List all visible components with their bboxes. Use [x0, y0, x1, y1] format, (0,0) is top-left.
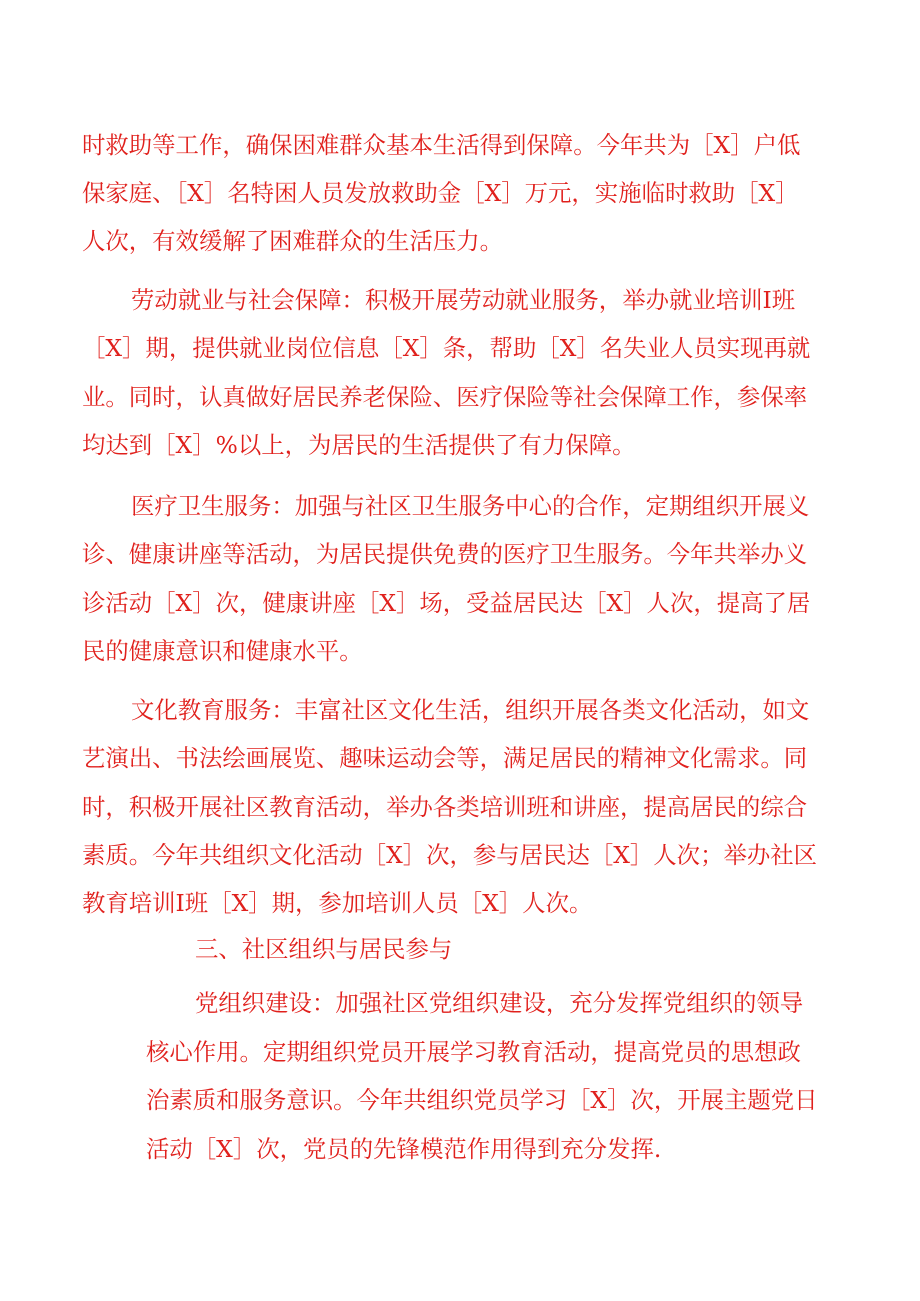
paragraph-1-line-1: 时救助等工作，确保困难群众基本生活得到保障。今年共为［X］户低: [82, 131, 801, 159]
paragraph-3-line-2: 诊、健康讲座等活动，为居民提供免费的医疗卫生服务。今年共举办义: [82, 540, 808, 568]
paragraph-4-line-4: 素质。今年共组织文化活动［X］次，参与居民达［X］人次；举办社区: [82, 841, 818, 869]
paragraph-2-line-4: 均达到［X］%以上，为居民的生活提供了有力保障。: [82, 431, 636, 459]
paragraph-5-line-1: 党组织建设：加强社区党组织建设，充分发挥党组织的领导: [195, 989, 804, 1017]
paragraph-4-line-5: 教育培训I班［X］期，参加培训人员［X］人次。: [82, 889, 593, 917]
paragraph-1-line-3: 人次，有效缓解了困难群众的生活压力。: [82, 227, 504, 255]
paragraph-2-line-1: 劳动就业与社会保障：积极开展劳动就业服务，举办就业培训I班: [131, 286, 796, 314]
paragraph-5-line-2: 核心作用。定期组织党员开展学习教育活动，提高党员的思想政: [146, 1038, 801, 1066]
paragraph-5-line-4: 活动［X］次，党员的先锋模范作用得到充分发挥.: [146, 1135, 662, 1163]
paragraph-3-line-3: 诊活动［X］次，健康讲座［X］场，受益居民达［X］人次，提高了居: [82, 589, 811, 617]
paragraph-4-line-1: 文化教育服务：丰富社区文化生活，组织开展各类文化活动，如文: [131, 696, 810, 724]
paragraph-2-line-3: 业。同时，认真做好居民养老保险、医疗保险等社会保障工作，参保率: [82, 383, 808, 411]
paragraph-4-line-3: 时，积极开展社区教育活动，举办各类培训班和讲座，提高居民的综合: [82, 793, 808, 821]
paragraph-5-line-3: 治素质和服务意识。今年共组织党员学习［X］次，开展主题党日: [146, 1086, 818, 1114]
section-heading: 三、社区组织与居民参与: [195, 935, 453, 963]
paragraph-3-line-4: 民的健康意识和健康水平。: [82, 637, 363, 665]
paragraph-2-line-2: ［X］期，提供就业岗位信息［X］条，帮助［X］名失业人员实现再就: [82, 334, 811, 362]
paragraph-4-line-2: 艺演出、书法绘画展览、趣味运动会等，满足居民的精神文化需求。同: [82, 744, 808, 772]
paragraph-3-line-1: 医疗卫生服务：加强与社区卫生服务中心的合作，定期组织开展义: [131, 492, 810, 520]
paragraph-1-line-2: 保家庭、［X］名特困人员发放救助金［X］万元，实施临时救助［X］: [82, 179, 799, 207]
